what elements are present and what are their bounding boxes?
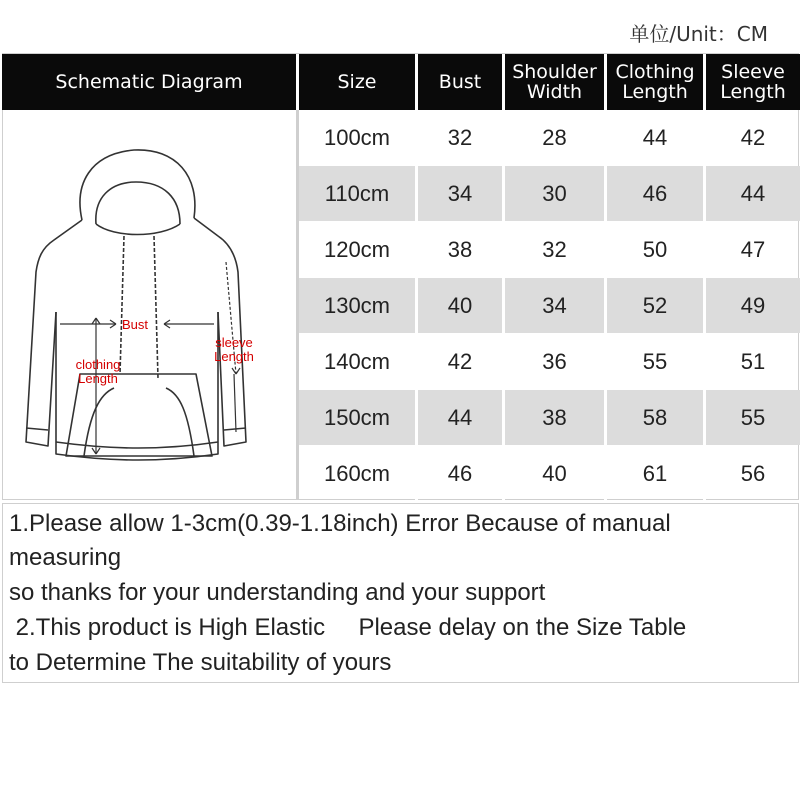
cell-clothing: 50 <box>642 236 668 262</box>
cell-bust: 38 <box>447 236 473 262</box>
table-row <box>299 166 800 221</box>
cell-shoulder: 34 <box>542 292 567 318</box>
cell-shoulder: 30 <box>542 180 567 206</box>
header-sleeve-line1: Sleeve <box>721 61 785 83</box>
cell-sleeve: 55 <box>740 404 766 430</box>
label-sleeve-length <box>212 336 256 364</box>
cell-size: 160cm <box>323 460 391 486</box>
cell-clothing: 46 <box>642 180 668 206</box>
cell-bust: 34 <box>447 180 473 206</box>
table-row <box>299 222 800 277</box>
column-divider <box>502 110 505 500</box>
cell-bust: 46 <box>447 460 473 486</box>
cell-sleeve: 42 <box>740 124 766 150</box>
note-line: so thanks for your understanding and your support <box>9 579 546 606</box>
column-divider <box>415 110 418 500</box>
cell-clothing: 55 <box>642 348 668 374</box>
cell-size: 110cm <box>324 180 390 206</box>
header-clothing-line1: Clothing <box>615 61 695 83</box>
note-line: 2.This product is High Elastic Please delay on the Size Table <box>9 614 687 641</box>
header-schematic-diagram: Schematic Diagram <box>2 54 296 110</box>
hoodie-outline-icon <box>4 112 296 498</box>
note-line: to Determine The suitability of yours <box>9 649 392 676</box>
label-clothing-line2: Length <box>78 371 118 386</box>
cell-sleeve: 49 <box>740 292 766 318</box>
schematic-diagram <box>4 112 296 498</box>
cell-size: 140cm <box>323 348 391 374</box>
header-sleeve-length <box>706 54 800 110</box>
note-line: measuring <box>9 544 122 571</box>
label-clothing-line1: clothing <box>75 357 121 372</box>
unit-label: 单位/Unit：CM <box>629 22 768 46</box>
header-shoulder-line2: Width <box>526 81 583 103</box>
cell-size: 120cm <box>323 236 391 262</box>
notes-box <box>2 503 799 683</box>
cell-shoulder: 28 <box>542 124 567 150</box>
column-divider <box>703 110 706 500</box>
cell-sleeve: 44 <box>740 180 766 206</box>
table-row <box>299 110 800 165</box>
cell-size: 150cm <box>323 404 391 430</box>
label-sleeve-line1: sleeve <box>215 335 253 350</box>
label-clothing-length <box>66 358 130 386</box>
table-row <box>299 334 800 389</box>
cell-clothing: 61 <box>642 460 668 486</box>
cell-bust: 42 <box>447 348 473 374</box>
header-clothing-line2: Length <box>622 81 688 103</box>
cell-clothing: 52 <box>642 292 668 318</box>
cell-shoulder: 32 <box>542 236 567 262</box>
header-shoulder-width <box>505 54 604 110</box>
cell-size: 100cm <box>323 124 391 150</box>
cell-sleeve: 51 <box>740 348 766 374</box>
cell-shoulder: 38 <box>542 404 567 430</box>
cell-shoulder: 40 <box>542 460 567 486</box>
cell-clothing: 58 <box>642 404 668 430</box>
header-sleeve-line2: Length <box>720 81 786 103</box>
column-divider <box>604 110 607 500</box>
header-bust: Bust <box>418 54 502 110</box>
label-bust: Bust <box>122 317 149 332</box>
header-clothing-length <box>607 54 703 110</box>
table-row <box>299 390 800 445</box>
table-row <box>299 446 800 501</box>
cell-clothing: 44 <box>642 124 668 150</box>
table-row <box>299 278 800 333</box>
cell-shoulder: 36 <box>542 348 567 374</box>
cell-sleeve: 47 <box>740 236 766 262</box>
note-line: 1.Please allow 1-3cm(0.39-1.18inch) Error Because of manual <box>9 510 671 537</box>
diagram-divider <box>296 110 299 500</box>
header-shoulder-line1: Shoulder <box>512 61 597 83</box>
cell-bust: 32 <box>447 124 473 150</box>
cell-size: 130cm <box>323 292 391 318</box>
cell-bust: 40 <box>447 292 473 318</box>
cell-sleeve: 56 <box>740 460 766 486</box>
cell-bust: 44 <box>447 404 473 430</box>
label-sleeve-line2: Length <box>214 349 254 364</box>
header-size: Size <box>299 54 415 110</box>
